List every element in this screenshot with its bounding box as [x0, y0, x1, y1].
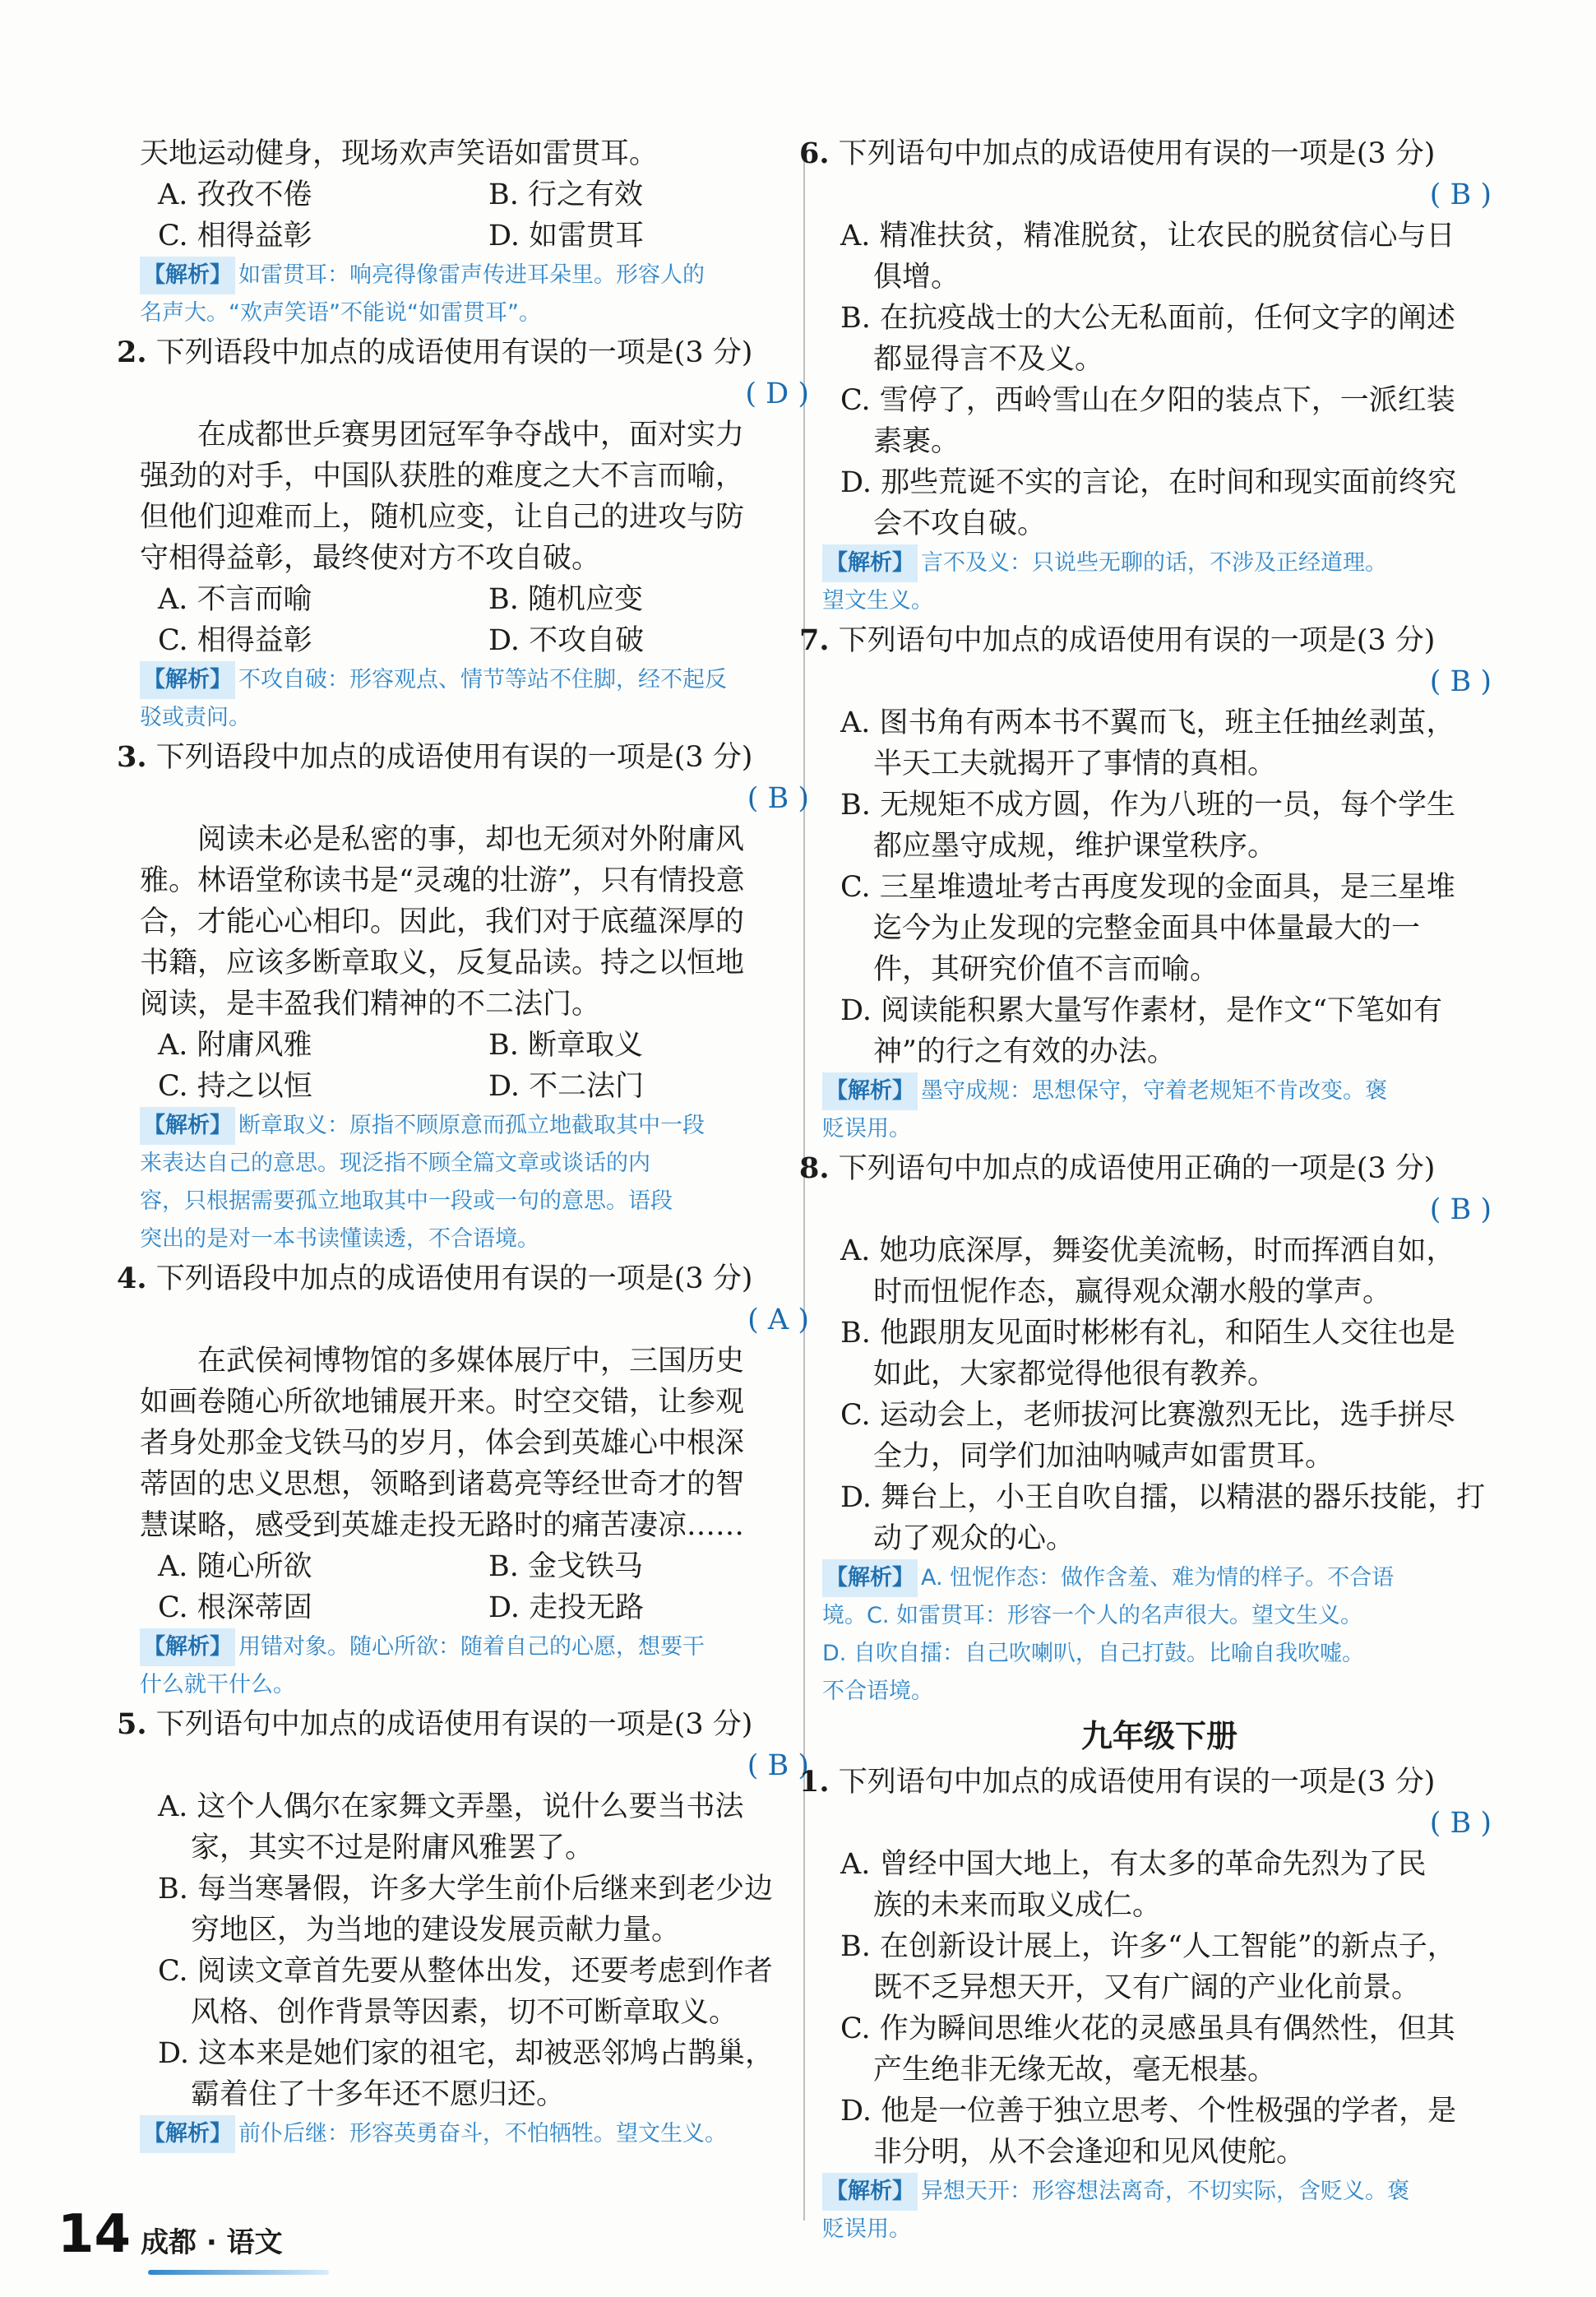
option-cont: 件，其研究价值不言而喻。 [873, 953, 1219, 986]
option: C. 运动会上，老师拔河比赛激烈无比，选手拼尽 [840, 1399, 1455, 1432]
option-cont: 全力，同学们加油呐喊声如雷贯耳。 [873, 1440, 1335, 1473]
analysis-text: 异想天开：形容想法离奇，不切实际，含贬义。褒 [921, 2179, 1409, 2204]
answer: ( B ) [1429, 665, 1492, 698]
option: A. 附庸风雅 [158, 1029, 312, 1062]
option: B. 无规矩不成方圆，作为八班的一员，每个学生 [840, 789, 1455, 822]
option-cont: 会不攻自破。 [873, 507, 1047, 540]
question-number: 8. [799, 1151, 830, 1185]
question-stem: 下列语句中加点的成语使用有误的一项是(3 分) [838, 137, 1436, 170]
analysis-cont: 贬误用。 [822, 2216, 911, 2242]
analysis-text: 墨守成规：思想保守，守着老规矩不肯改变。褒 [921, 1078, 1387, 1104]
footer-underline [148, 2270, 329, 2275]
analysis-tag: 【解析】 [822, 1072, 918, 1110]
answer: ( B ) [747, 1749, 809, 1782]
option: D. 舞台上，小王自吹自擂，以精湛的器乐技能，打 [840, 1481, 1486, 1514]
options-row [140, 579, 814, 620]
analysis [140, 257, 814, 294]
option-cont: 穷地区，为当地的建设发展贡献力量。 [191, 1914, 681, 1947]
answer: ( B ) [1429, 1807, 1492, 1840]
options-row [140, 1025, 814, 1066]
analysis-tag: 【解析】 [822, 1559, 918, 1597]
passage-line: 雅。林语堂称读书是“灵魂的壮游”，只有情投意 [140, 864, 745, 897]
option-cont: 既不乏异想天开，又有广阔的产业化前景。 [873, 1971, 1421, 2004]
question-stem: 下列语句中加点的成语使用有误的一项是(3 分) [838, 1766, 1436, 1799]
answer: ( B ) [1429, 1193, 1492, 1226]
page-number: 14 [58, 2204, 132, 2265]
option: B. 随机应变 [488, 583, 643, 616]
option: B. 金戈铁马 [488, 1550, 643, 1583]
analysis-cont: 容，只根据需要孤立地取其中一段或一句的意思。语段 [140, 1188, 673, 1214]
passage-line: 如画卷随心所欲地铺展开来。时空交错，让参观 [140, 1386, 745, 1419]
option: C. 持之以恒 [158, 1070, 312, 1103]
question-stem: 下列语段中加点的成语使用有误的一项是(3 分) [155, 336, 753, 369]
question-number: 7. [799, 623, 830, 657]
analysis-cont: 驳或责问。 [140, 705, 251, 730]
analysis-cont: 突出的是对一本书读懂读透，不合语境。 [140, 1226, 539, 1252]
question-8 [799, 1148, 1473, 1189]
passage-line: 在武侯祠博物馆的多媒体展厅中，三国历史 [197, 1345, 745, 1378]
option-cont: 俱增。 [873, 261, 960, 294]
option: D. 他是一位善于独立思考、个性极强的学者，是 [840, 2095, 1457, 2128]
analysis-cont: 来表达自己的意思。现泛指不顾全篇文章或谈话的内 [140, 1151, 650, 1176]
option-cont: 家，其实不过是附庸风雅罢了。 [191, 1832, 594, 1864]
analysis-text: 前仆后继：形容英勇奋斗，不怕牺牲。望文生义。 [238, 2121, 727, 2146]
question-3 [117, 737, 791, 778]
option-cont: 动了观众的心。 [873, 1522, 1076, 1555]
question-9 [799, 1762, 1473, 1803]
analysis [140, 2115, 814, 2153]
analysis-tag: 【解析】 [822, 2173, 918, 2211]
option: A. 随心所欲 [158, 1550, 312, 1583]
analysis-cont: 贬误用。 [822, 1116, 911, 1142]
option-cont: 半天工夫就揭开了事情的真相。 [873, 748, 1277, 780]
options-row [140, 1546, 814, 1587]
question-number: 5. [117, 1707, 147, 1741]
option: A. 这个人偶尔在家舞文弄墨，说什么要当书法 [158, 1790, 744, 1823]
analysis-tag: 【解析】 [140, 1628, 235, 1666]
passage-line: 守相得益彰，最终使对方不攻自破。 [140, 542, 601, 575]
option: D. 不二法门 [488, 1070, 645, 1103]
book-title: 成都 · 语文 [141, 2226, 283, 2259]
question-stem: 下列语句中加点的成语使用有误的一项是(3 分) [155, 1708, 753, 1741]
analysis [140, 661, 814, 699]
analysis [822, 1072, 1497, 1110]
options-row [140, 1587, 814, 1628]
answer: ( A ) [747, 1304, 809, 1336]
option: A. 不言而喻 [158, 583, 312, 616]
option-cont: 迄今为止发现的完整金面具中体量最大的一 [873, 912, 1421, 945]
option: A. 孜孜不倦 [158, 178, 312, 211]
option-cont: 非分明，从不会逢迎和见风使舵。 [873, 2136, 1306, 2169]
question-number: 4. [117, 1262, 147, 1295]
option: B. 行之有效 [488, 178, 643, 211]
option: D. 如雷贯耳 [488, 220, 645, 252]
analysis-tag: 【解析】 [140, 1107, 235, 1145]
section-title: 九年级下册 [1080, 1718, 1237, 1754]
option: B. 在创新设计展上，许多“人工智能”的新点子， [840, 1930, 1456, 1963]
options-row [140, 1066, 814, 1107]
question-7 [799, 620, 1473, 661]
analysis-text: 断章取义：原指不顾原意而孤立地截取其中一段 [238, 1113, 705, 1138]
analysis-cont: 望文生义。 [822, 588, 933, 614]
option-cont: 产生绝非无缘无故，毫无根基。 [873, 2054, 1277, 2086]
option: B. 断章取义 [488, 1029, 643, 1062]
analysis-text: 不攻自破：形容观点、情节等站不住脚，经不起反 [238, 667, 727, 692]
option-cont: 神”的行之有效的办法。 [873, 1035, 1176, 1068]
option: A. 精准扶贫，精准脱贫，让农民的脱贫信心与日 [840, 220, 1455, 252]
option: B. 他跟朋友见面时彬彬有礼，和陌生人交往也是 [840, 1317, 1455, 1350]
question-stem: 下列语段中加点的成语使用有误的一项是(3 分) [155, 741, 753, 774]
passage-line: 慧谋略，感受到英雄走投无路时的痛苦凄凉…… [140, 1509, 745, 1542]
option: C. 根深蒂固 [158, 1591, 312, 1624]
passage-line: 书籍，应该多断章取义，反复品读。持之以恒地 [140, 947, 745, 979]
analysis [822, 1559, 1497, 1597]
question-stem: 下列语段中加点的成语使用有误的一项是(3 分) [155, 1262, 753, 1295]
option: A. 图书角有两本书不翼而飞，班主任抽丝剥茧， [840, 706, 1455, 739]
left-column [117, 133, 814, 2153]
option-cont: 素裹。 [873, 425, 960, 458]
analysis-cont: 境。C. 如雷贯耳：形容一个人的名声很大。望文生义。 [822, 1603, 1363, 1628]
analysis-cont: 不合语境。 [822, 1679, 933, 1704]
option-cont: 都显得言不及义。 [873, 343, 1104, 376]
option-cont: 都应墨守成规，维护课堂秩序。 [873, 830, 1277, 863]
analysis-text: 用错对象。随心所欲：随着自己的心愿，想要干 [238, 1634, 705, 1660]
question-number: 2. [117, 336, 147, 369]
passage-line: 合，才能心心相印。因此，我们对于底蕴深厚的 [140, 905, 745, 938]
option-cont: 族的未来而取义成仁。 [873, 1889, 1162, 1922]
answer: ( B ) [747, 782, 809, 815]
question-6 [799, 133, 1473, 174]
option-cont: 如此，大家都觉得他很有教养。 [873, 1358, 1277, 1391]
q1-options [140, 174, 814, 215]
passage-line: 阅读未必是私密的事，却也无须对外附庸风 [197, 823, 745, 856]
analysis [822, 544, 1497, 582]
question-number: 3. [117, 740, 147, 774]
answer: ( D ) [745, 377, 809, 410]
question-stem: 下列语句中加点的成语使用正确的一项是(3 分) [838, 1152, 1436, 1185]
analysis-cont: 什么就干什么。 [140, 1672, 295, 1697]
analysis [140, 1107, 814, 1145]
option-cont: 风格、创作背景等因素，切不可断章取义。 [191, 1996, 738, 2029]
page-footer [58, 2204, 283, 2265]
option: C. 阅读文章首先要从整体出发，还要考虑到作者 [158, 1955, 773, 1988]
answer: ( B ) [1429, 178, 1492, 211]
question-5 [117, 1704, 791, 1745]
passage-line: 强劲的对手，中国队获胜的难度之大不言而喻， [140, 460, 745, 493]
option: D. 走投无路 [488, 1591, 645, 1624]
option: D. 不攻自破 [488, 624, 645, 657]
right-column [799, 133, 1497, 2248]
question-number: 6. [799, 137, 830, 170]
option-cont: 时而忸怩作态，赢得观众潮水般的掌声。 [873, 1276, 1392, 1308]
q1-options-2 [140, 215, 814, 257]
analysis-tag: 【解析】 [140, 2115, 235, 2153]
option: D. 阅读能积累大量写作素材，是作文“下笔如有 [840, 994, 1442, 1027]
analysis [822, 2173, 1497, 2211]
analysis-cont: D. 自吹自擂：自己吹喇叭，自己打鼓。比喻自我吹嘘。 [822, 1641, 1364, 1666]
analysis-text: 言不及义：只说些无聊的话，不涉及正经道理。 [921, 550, 1387, 576]
intro-line: 天地运动健身，现场欢声笑语如雷贯耳。 [140, 137, 659, 170]
option: C. 相得益彰 [158, 624, 312, 657]
passage-line: 但他们迎难而上，随机应变，让自己的进攻与防 [140, 501, 745, 534]
option: A. 她功底深厚，舞姿优美流畅，时而挥洒自如， [840, 1234, 1455, 1267]
analysis-text: 如雷贯耳：响亮得像雷声传进耳朵里。形容人的 [238, 262, 705, 288]
passage-line: 在成都世乒赛男团冠军争夺战中，面对实力 [197, 419, 745, 452]
option: A. 曾经中国大地上，有太多的革命先烈为了民 [840, 1848, 1427, 1881]
passage-line: 蒂固的忠义思想，领略到诸葛亮等经世奇才的智 [140, 1468, 745, 1501]
option: D. 那些荒诞不实的言论，在时间和现实面前终究 [840, 466, 1457, 499]
option: C. 作为瞬间思维火花的灵感虽具有偶然性，但其 [840, 2012, 1455, 2045]
analysis-tag: 【解析】 [140, 661, 235, 699]
option: C. 雪停了，西岭雪山在夕阳的装点下，一派红装 [840, 384, 1455, 417]
question-stem: 下列语句中加点的成语使用有误的一项是(3 分) [838, 624, 1436, 657]
analysis-tag: 【解析】 [140, 257, 235, 294]
option-cont: 霸着住了十多年还不愿归还。 [191, 2078, 566, 2111]
option: C. 相得益彰 [158, 220, 312, 252]
analysis [140, 1628, 814, 1666]
question-4 [117, 1258, 791, 1299]
analysis-tag: 【解析】 [822, 544, 918, 582]
analysis-cont: 名声大。“欢声笑语”不能说“如雷贯耳”。 [140, 300, 541, 326]
passage-line: 阅读，是丰盈我们精神的不二法门。 [140, 988, 601, 1021]
option: B. 每当寒暑假，许多大学生前仆后继来到老少边 [158, 1873, 773, 1906]
question-2 [117, 332, 791, 373]
option: D. 这本来是她们家的祖宅，却被恶邻鸠占鹊巢， [158, 2037, 775, 2070]
question-number: 1. [799, 1765, 830, 1799]
options-row [140, 620, 814, 661]
option: B. 在抗疫战士的大公无私面前，任何文字的阐述 [840, 302, 1455, 335]
option: C. 三星堆遗址考古再度发现的金面具，是三星堆 [840, 871, 1455, 904]
analysis-text: A. 忸怩作态：做作含羞、难为情的样子。不合语 [921, 1565, 1395, 1591]
passage-line: 者身处那金戈铁马的岁月，体会到英雄心中根深 [140, 1427, 745, 1460]
